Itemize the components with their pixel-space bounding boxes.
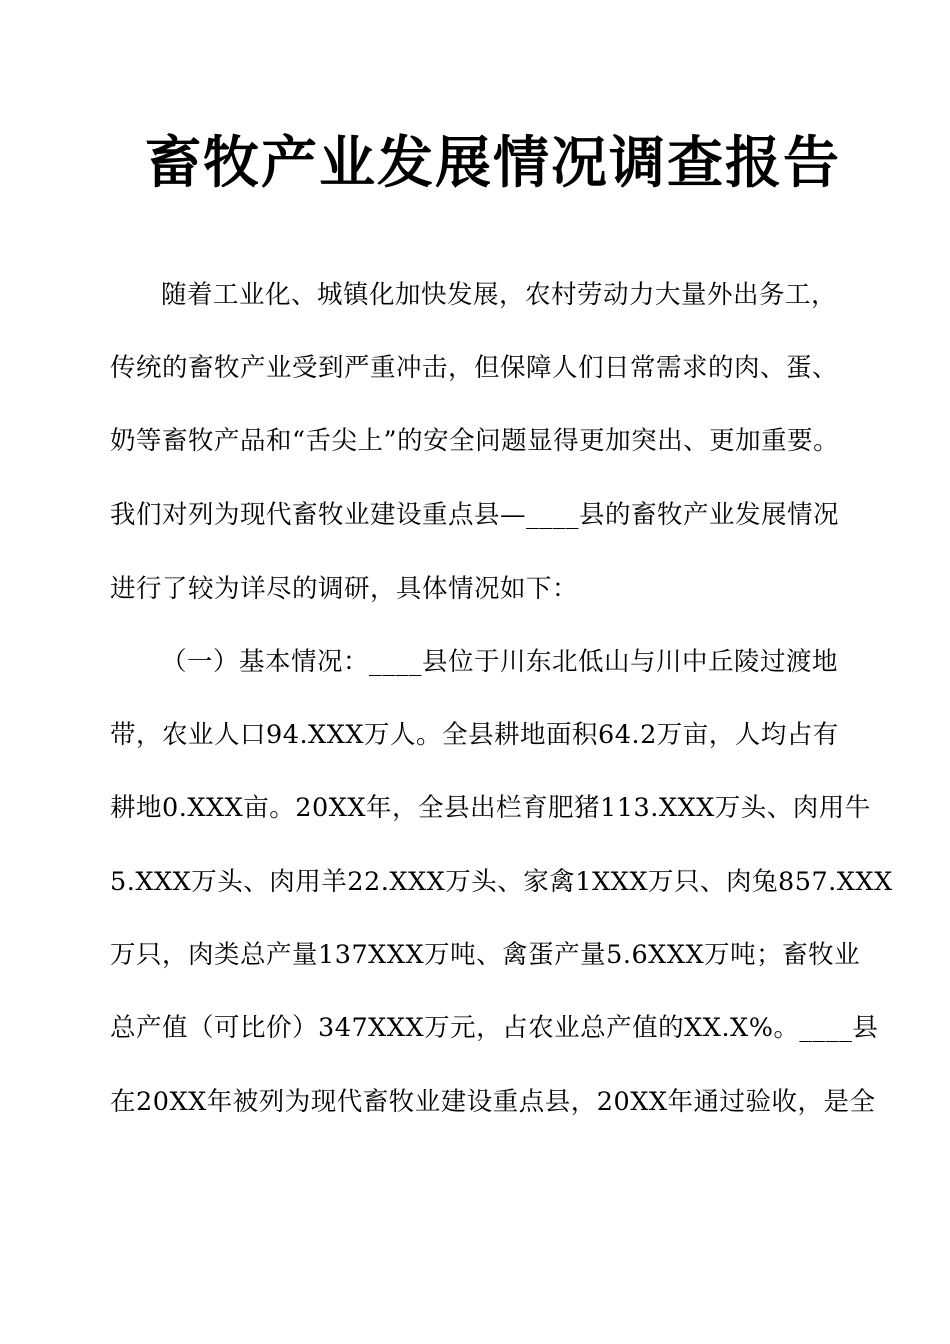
paragraph-line: 奶等畜牧产品和“舌尖上”的安全问题显得更加突出、更加重要。 (110, 426, 840, 456)
paragraph-line: 进行了较为详尽的调研，具体情况如下： (110, 574, 579, 604)
paragraph-line: 总产值（可比价）347XXX万元，占农业总产值的XX.X%。____县 (110, 1013, 879, 1043)
paragraph-line: 随着工业化、城镇化加快发展，农村劳动力大量外出务工， (161, 280, 838, 310)
paragraph-line: 我们对列为现代畜牧业建设重点县—____县的畜牧产业发展情况 (110, 500, 840, 530)
paragraph-line: （一）基本情况：____县位于川东北低山与川中丘陵过渡地 (161, 647, 839, 677)
paragraph-line: 万只，肉类总产量137XXX万吨、禽蛋产量5.6XXX万吨；畜牧业 (110, 940, 861, 970)
paragraph-line: 5.XXX万头、肉用羊22.XXX万头、家禽1XXX万只、肉兔857.XXX (110, 867, 893, 897)
paragraph-line: 耕地0.XXX亩。20XX年，全县出栏育肥猪113.XXX万头、肉用牛 (110, 793, 871, 823)
paragraph-line: 在20XX年被列为现代畜牧业建设重点县，20XX年通过验收，是全 (110, 1087, 876, 1117)
paragraph-line: 带，农业人口94.XXX万人。全县耕地面积64.2万亩，人均占有 (110, 720, 839, 750)
document-title: 畜牧产业发展情况调查报告 (145, 131, 841, 196)
paragraph-line: 传统的畜牧产业受到严重冲击，但保障人们日常需求的肉、蛋、 (110, 353, 839, 383)
